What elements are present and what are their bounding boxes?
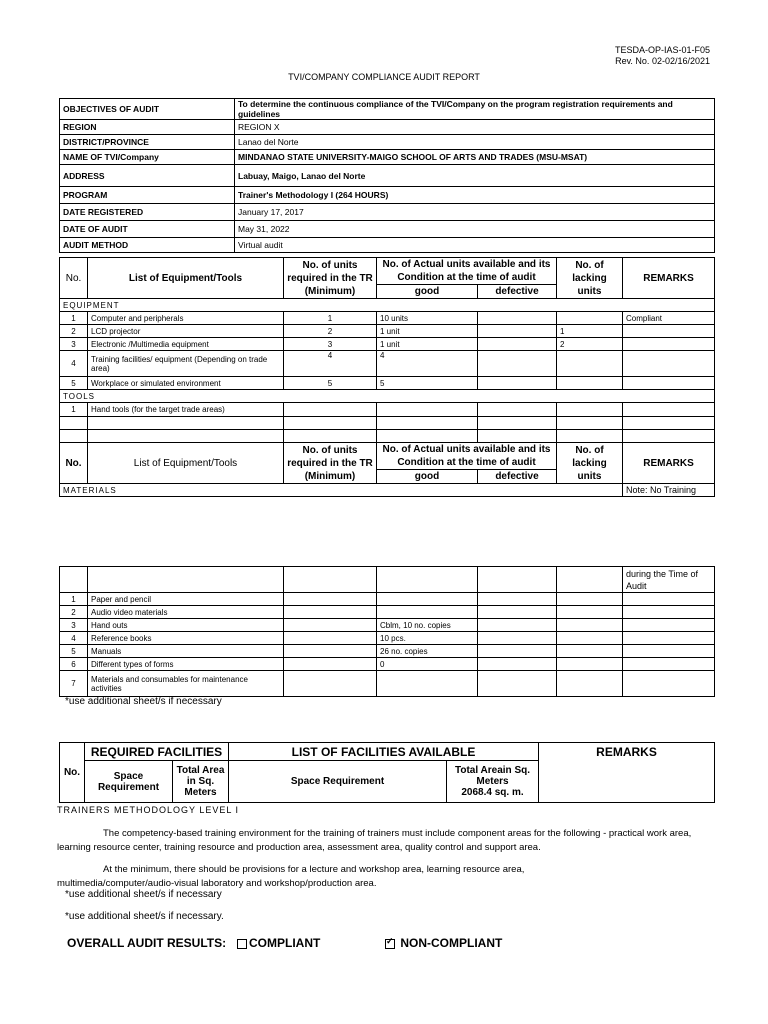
additional-sheet-note-2: *use additional sheet/s if necessary [65, 889, 222, 900]
row-defective [478, 671, 557, 697]
materials-row [60, 632, 715, 645]
row-remarks [623, 606, 715, 619]
materials-remark-top: Note: No Training [623, 484, 715, 497]
col-list: List of Equipment/Tools [88, 258, 284, 299]
equipment-section: EQUIPMENT [60, 299, 715, 312]
col-required: No. of units required in the TR (Minimum) [284, 258, 377, 299]
info-label: OBJECTIVES OF AUDIT [60, 99, 235, 120]
row-defective [478, 658, 557, 671]
row-lacking [557, 593, 623, 606]
row-no: 7 [60, 671, 88, 697]
row-good: 10 pcs. [377, 632, 478, 645]
row-required [284, 671, 377, 697]
info-value: January 17, 2017 [235, 204, 715, 221]
fac-col-required: REQUIRED FACILITIES [85, 743, 229, 761]
program-level: TRAINERS METHODOLOGY LEVEL I [57, 805, 240, 815]
info-value: Labuay, Maigo, Lanao del Norte [235, 165, 715, 187]
row-no: 2 [60, 606, 88, 619]
row-good [377, 671, 478, 697]
row-remarks [623, 377, 715, 390]
row-good [377, 606, 478, 619]
info-label: DATE REGISTERED [60, 204, 235, 221]
row-required [284, 619, 377, 632]
row-good: 10 units [377, 312, 478, 325]
row-defective [478, 632, 557, 645]
non-compliant-label: NON-COMPLIANT [400, 936, 503, 950]
row-good: Cblm, 10 no. copies [377, 619, 478, 632]
info-row [60, 150, 715, 165]
row-empty-cell [284, 403, 377, 417]
row-defective [478, 593, 557, 606]
materials-row [60, 593, 715, 606]
col-remarks: REMARKS [623, 258, 715, 299]
row-lacking [557, 645, 623, 658]
row-item: Hand tools (for the target trade areas) [88, 403, 284, 417]
row-defective [478, 645, 557, 658]
row-required [284, 658, 377, 671]
additional-sheet-note-3: *use additional sheet/s if necessary. [65, 911, 224, 922]
materials-row [60, 606, 715, 619]
row-empty-cell [623, 403, 715, 417]
info-label: DATE OF AUDIT [60, 221, 235, 238]
row-defective [478, 619, 557, 632]
info-value: Virtual audit [235, 238, 715, 253]
row-defective [478, 338, 557, 351]
row-item: Paper and pencil [88, 593, 284, 606]
row-no: 2 [60, 325, 88, 338]
row-item: Audio video materials [88, 606, 284, 619]
info-label: REGION [60, 120, 235, 135]
row-required [284, 645, 377, 658]
col-defective: defective [478, 285, 557, 299]
facilities-table [59, 742, 715, 803]
row-empty-cell [377, 403, 478, 417]
row-defective [478, 312, 557, 325]
info-row [60, 165, 715, 187]
row-required [284, 606, 377, 619]
info-value: MINDANAO STATE UNIVERSITY-MAIGO SCHOOL OF ARTS AND TRADES (MSU-MSAT) [235, 150, 715, 165]
info-label: ADDRESS [60, 165, 235, 187]
row-no: 5 [60, 645, 88, 658]
info-row [60, 238, 715, 253]
row-good: 5 [377, 377, 478, 390]
col-actual: No. of Actual units available and its Condition at the time of audit [377, 258, 557, 285]
fac-total-area-label: Total Areain Sq. Meters [454, 765, 530, 787]
row-empty-cell [557, 403, 623, 417]
row-remarks: Compliant [623, 312, 715, 325]
row-good: 1 unit [377, 325, 478, 338]
tools-section: TOOLS [60, 390, 715, 403]
fac-space-req-2: Space Requirement [229, 761, 447, 803]
row-no: 1 [60, 312, 88, 325]
equipment-row [60, 377, 715, 390]
equipment-row [60, 312, 715, 325]
non-compliant-option[interactable] [385, 936, 502, 950]
row-required [284, 593, 377, 606]
row-no: 3 [60, 619, 88, 632]
row-no: 4 [60, 351, 88, 377]
row-good [377, 593, 478, 606]
compliant-checkbox-icon[interactable] [237, 939, 247, 949]
col-good-2: good [377, 470, 478, 484]
row-required: 5 [284, 377, 377, 390]
materials-remark-cont: during the Time of Audit [623, 567, 715, 593]
overall-results-label: OVERALL AUDIT RESULTS: [67, 936, 227, 950]
row-item: Reference books [88, 632, 284, 645]
materials-section: MATERIALS [60, 484, 623, 497]
row-remarks [623, 645, 715, 658]
row-good: 4 [377, 351, 478, 377]
row-required [284, 632, 377, 645]
col-list-2: List of Equipment/Tools [88, 443, 284, 484]
row-lacking [557, 351, 623, 377]
row-empty-cell [478, 403, 557, 417]
row-remarks [623, 619, 715, 632]
materials-row [60, 658, 715, 671]
info-value: Lanao del Norte [235, 135, 715, 150]
info-row [60, 187, 715, 204]
row-item: Workplace or simulated environment [88, 377, 284, 390]
info-row [60, 99, 715, 120]
materials-table [59, 566, 715, 697]
row-lacking [557, 671, 623, 697]
row-lacking [557, 312, 623, 325]
revision-number: Rev. No. 02-02/16/2021 [615, 56, 710, 66]
fac-total-area-value: 2068.4 sq. m. [461, 787, 524, 798]
info-label: AUDIT METHOD [60, 238, 235, 253]
info-row [60, 120, 715, 135]
form-code-block [615, 45, 710, 67]
facilities-paragraph-1: The competency-based training environment for the training of trainers must include component areas for the following - practical work area, learning resource center, training resource and production area, assessment area, quality control and support area. [57, 828, 692, 853]
col-no: No. [60, 258, 88, 299]
row-no: 1 [60, 403, 88, 417]
info-label: PROGRAM [60, 187, 235, 204]
row-remarks [623, 593, 715, 606]
equipment-row [60, 338, 715, 351]
fac-total-area-2 [447, 761, 539, 803]
row-item: Different types of forms [88, 658, 284, 671]
row-no: 1 [60, 593, 88, 606]
row-item: Materials and consumables for maintenance activities [88, 671, 284, 697]
info-value: May 31, 2022 [235, 221, 715, 238]
row-item: Training facilities/ equipment (Depending on trade area) [88, 351, 284, 377]
info-value: REGION X [235, 120, 715, 135]
row-item: Computer and peripherals [88, 312, 284, 325]
equipment-table [59, 257, 715, 497]
row-required: 4 [284, 351, 377, 377]
row-lacking: 1 [557, 325, 623, 338]
additional-sheet-note-1: *use additional sheet/s if necessary [65, 696, 222, 707]
non-compliant-checkbox-icon[interactable] [385, 939, 395, 949]
info-label: DISTRICT/PROVINCE [60, 135, 235, 150]
row-remarks [623, 325, 715, 338]
row-defective [478, 351, 557, 377]
row-lacking: 2 [557, 338, 623, 351]
fac-col-remarks: REMARKS [539, 743, 715, 803]
col-no-2: No. [60, 443, 88, 484]
info-row [60, 135, 715, 150]
row-remarks [623, 632, 715, 645]
equipment-row [60, 351, 715, 377]
row-item: Manuals [88, 645, 284, 658]
row-no: 6 [60, 658, 88, 671]
materials-row [60, 645, 715, 658]
form-code: TESDA-OP-IAS-01-F05 [614, 45, 710, 55]
row-good: 26 no. copies [377, 645, 478, 658]
row-remarks [623, 338, 715, 351]
col-lacking-2: No. of lacking units [557, 443, 623, 484]
row-required: 1 [284, 312, 377, 325]
col-good: good [377, 285, 478, 299]
row-lacking [557, 606, 623, 619]
col-defective-2: defective [478, 470, 557, 484]
row-lacking [557, 658, 623, 671]
row-no: 4 [60, 632, 88, 645]
row-item: Hand outs [88, 619, 284, 632]
audit-info-table [59, 98, 715, 253]
row-item: Electronic /Multimedia equipment [88, 338, 284, 351]
col-actual-2: No. of Actual units available and its Condition at the time of audit [377, 443, 557, 470]
info-row [60, 204, 715, 221]
materials-row [60, 619, 715, 632]
row-no: 3 [60, 338, 88, 351]
row-good: 1 unit [377, 338, 478, 351]
tools-row [60, 403, 715, 417]
row-defective [478, 377, 557, 390]
row-required: 3 [284, 338, 377, 351]
info-row [60, 221, 715, 238]
col-required-2: No. of units required in the TR (Minimum) [284, 443, 377, 484]
equipment-row [60, 325, 715, 338]
row-remarks [623, 658, 715, 671]
fac-space-req: Space Requirement [85, 761, 173, 803]
row-lacking [557, 619, 623, 632]
row-remarks [623, 351, 715, 377]
row-no: 5 [60, 377, 88, 390]
row-required: 2 [284, 325, 377, 338]
row-defective [478, 606, 557, 619]
col-lacking: No. of lacking units [557, 258, 623, 299]
info-value: Trainer's Methodology I (264 HOURS) [235, 187, 715, 204]
row-lacking [557, 632, 623, 645]
col-remarks-2: REMARKS [623, 443, 715, 484]
row-item: LCD projector [88, 325, 284, 338]
materials-row [60, 671, 715, 697]
row-lacking [557, 377, 623, 390]
fac-total-area: Total Area in Sq. Meters [173, 761, 229, 803]
info-value: To determine the continuous compliance of the TVI/Company on the program registration requirements and guidelines [235, 99, 715, 120]
report-title: TVI/COMPANY COMPLIANCE AUDIT REPORT [288, 72, 480, 82]
info-label: NAME OF TVI/Company [60, 150, 235, 165]
row-good: 0 [377, 658, 478, 671]
fac-col-no: No. [60, 743, 85, 803]
compliant-label: COMPLIANT [249, 936, 321, 950]
facilities-paragraph-2: At the minimum, there should be provisions for a lecture and workshop area, learning resource area, multimedia/computer/audio-visual laboratory and workshop/production area. [57, 864, 525, 889]
row-defective [478, 325, 557, 338]
fac-col-list: LIST OF FACILITIES AVAILABLE [229, 743, 539, 761]
compliant-option[interactable] [237, 936, 320, 950]
row-remarks [623, 671, 715, 697]
